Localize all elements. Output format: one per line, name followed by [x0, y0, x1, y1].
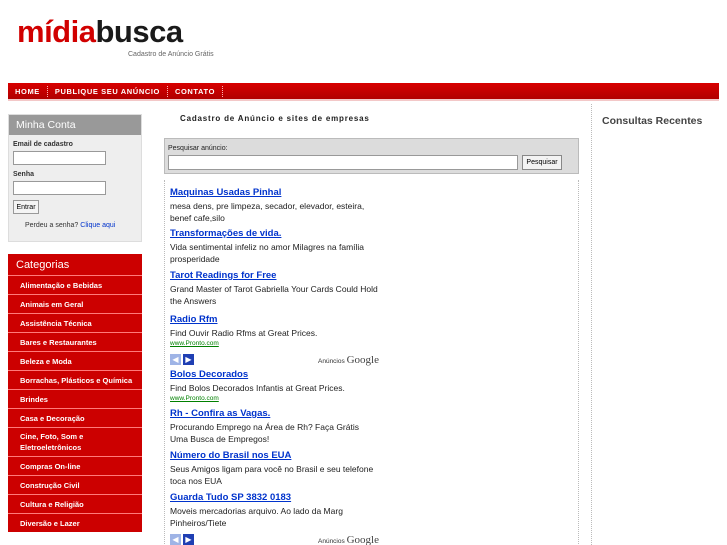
category-item[interactable]: Diversão e Lazer: [8, 513, 142, 532]
ads-by-prefix: Anúncios: [318, 538, 345, 545]
forgot-password: [25, 222, 141, 229]
forgot-link[interactable]: Clique aqui: [80, 222, 116, 229]
google-logo: Google: [346, 534, 379, 545]
ad-item: [170, 314, 378, 347]
ads-pager: [170, 534, 385, 545]
search-input[interactable]: [168, 155, 518, 170]
ad-description: Vida sentimental infeliz no amor Milagres na família prosperidade: [170, 242, 365, 264]
ad-description: Seus Amigos ligam para você no Brasil e seu telefone toca nos EUA: [170, 464, 374, 486]
prev-ads-icon[interactable]: ◀: [170, 354, 181, 365]
ad-item: [170, 270, 378, 307]
category-item[interactable]: Compras On-line: [8, 456, 142, 475]
category-item[interactable]: Assistência Técnica: [8, 313, 142, 332]
ads-by-prefix: Anúncios: [318, 358, 345, 365]
ad-title[interactable]: Radio Rfm: [170, 314, 218, 325]
top-nav: [8, 83, 719, 101]
ad-item: [170, 369, 378, 402]
account-title: Minha Conta: [9, 115, 141, 135]
ad-url[interactable]: www.Pronto.com: [170, 340, 219, 347]
google-logo: Google: [346, 354, 379, 366]
ad-url[interactable]: www.Pronto.com: [170, 395, 219, 402]
page-title: Cadastro de Anúncio e sites de empresas: [180, 114, 370, 123]
category-item[interactable]: Alimentação e Bebidas: [8, 275, 142, 294]
nav-publish-ad[interactable]: PUBLIQUE SEU ANÚNCIO: [48, 86, 168, 97]
ad-title[interactable]: Maquinas Usadas Pinhal: [170, 187, 282, 198]
ad-title[interactable]: Transformações de vida.: [170, 228, 282, 239]
category-item[interactable]: Bares e Restaurantes: [8, 332, 142, 351]
category-item[interactable]: Cultura e Religião: [8, 494, 142, 513]
ad-item: [170, 187, 378, 224]
nav-home[interactable]: HOME: [8, 86, 48, 97]
recent-searches-title: Consultas Recentes: [602, 115, 703, 127]
email-label: Email de cadastro: [13, 141, 73, 148]
logo-tagline: Cadastro de Anúncio Grátis: [128, 51, 214, 58]
category-item[interactable]: Animais em Geral: [8, 294, 142, 313]
ads-by-google[interactable]: [318, 534, 379, 545]
search-label: Pesquisar anúncio:: [168, 145, 228, 152]
category-item[interactable]: Cine, Foto, Som e Eletroeletrônicos: [8, 427, 142, 456]
account-panel: [8, 114, 142, 242]
ads-frame: [164, 180, 579, 545]
ad-description: Procurando Emprego na Área de Rh? Faça Grátis Uma Busca de Empregos!: [170, 422, 359, 444]
ads-by-google[interactable]: [318, 354, 379, 368]
password-label: Senha: [13, 171, 35, 178]
ad-item: [170, 492, 378, 529]
forgot-text: Perdeu a senha?: [25, 222, 79, 229]
search-panel: [164, 138, 579, 174]
right-sidebar: [591, 104, 719, 545]
ad-title[interactable]: Guarda Tudo SP 3832 0183: [170, 492, 292, 503]
ads-pager: [170, 354, 385, 366]
prev-ads-icon[interactable]: ◀: [170, 534, 181, 545]
categories-panel: [8, 254, 142, 532]
ad-item: [170, 228, 378, 265]
category-item[interactable]: Borrachas, Plásticos e Química: [8, 370, 142, 389]
category-item[interactable]: Brindes: [8, 389, 142, 408]
logo-part-busca: busca: [95, 14, 183, 49]
ad-title[interactable]: Tarot Readings for Free: [170, 270, 277, 281]
logo-part-midia: mídia: [17, 14, 96, 49]
category-item[interactable]: Beleza e Moda: [8, 351, 142, 370]
category-item[interactable]: Casa e Decoração: [8, 408, 142, 427]
logo-wordmark: [17, 14, 217, 50]
login-button[interactable]: Entrar: [13, 200, 39, 214]
nav-contact[interactable]: CONTATO: [168, 86, 223, 97]
category-item[interactable]: Construção Civil: [8, 475, 142, 494]
ad-title[interactable]: Bolos Decorados: [170, 369, 249, 380]
ad-description: Find Ouvir Radio Rfms at Great Prices.: [170, 328, 318, 338]
ad-description: Grand Master of Tarot Gabriella Your Cards Could Hold the Answers: [170, 284, 378, 306]
left-sidebar: [8, 114, 142, 532]
password-field[interactable]: [13, 181, 106, 195]
ad-description: Find Bolos Decorados Infantis at Great Prices.: [170, 383, 345, 393]
next-ads-icon[interactable]: ▶: [183, 534, 194, 545]
email-field[interactable]: [13, 151, 106, 165]
ad-item: [170, 408, 378, 445]
ad-description: Moveis mercadorias arquivo. Ao lado da Marg Pinheiros/Tiete: [170, 506, 343, 528]
ad-description: mesa dens, pre limpeza, secador, elevador, esteira, benef cafe,silo: [170, 201, 365, 223]
next-ads-icon[interactable]: ▶: [183, 354, 194, 365]
ad-title[interactable]: Número do Brasil nos EUA: [170, 450, 292, 461]
search-button[interactable]: Pesquisar: [522, 155, 562, 170]
ad-item: [170, 450, 378, 487]
site-logo[interactable]: [17, 14, 217, 64]
categories-title: Categorias: [8, 254, 142, 275]
ad-title[interactable]: Rh - Confira as Vagas.: [170, 408, 271, 419]
